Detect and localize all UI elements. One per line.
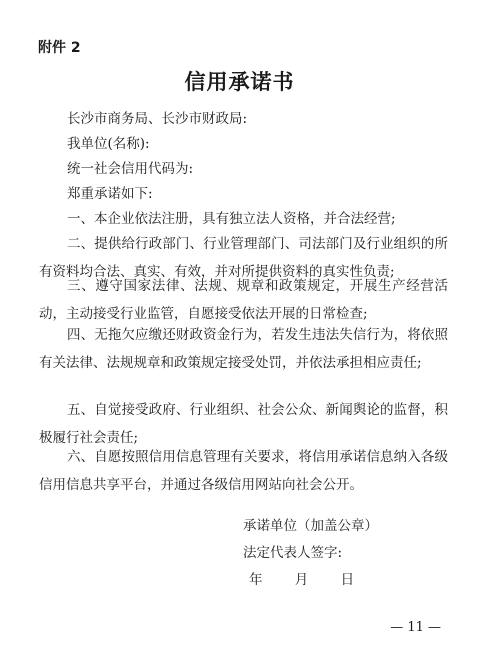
promise-item-1: 一、本企业依法注册，具有独立法人资格，并合法经营; — [67, 211, 396, 227]
page-number: — 11 — — [390, 620, 441, 635]
promise-item-3: 三、遵守国家法律、法规、规章和政策规定，开展生产经营活动，主动接受行业监管，自愿接受依法开展的日常检查; — [39, 278, 448, 322]
promise-item-4: 四、无拖欠应缴还财政资金行为，若发生违法失信行为，将依照有关法律、法规规章和政策规定接受处罚，并依法承担相应责任; — [39, 327, 448, 371]
signature-date-line — [249, 570, 354, 590]
attachment-label: 附件 2 — [38, 40, 81, 56]
solemn-promise-line: 郑重承诺如下: — [67, 186, 153, 202]
signature-unit-line: 承诺单位（加盖公章） — [243, 518, 378, 534]
unit-name-line: 我单位(名称): — [67, 136, 150, 152]
credit-code-line: 统一社会信用代码为: — [67, 161, 194, 177]
addressee-line: 长沙市商务局、长沙市财政局: — [67, 111, 248, 127]
promise-item-5: 五、自觉接受政府、行业组织、社会公众、新闻舆论的监督，积极履行社会责任; — [39, 402, 448, 446]
promise-item-2: 二、提供给行政部门、行业管理部门、司法部门及行业组织的所有资料均合法、真实、有效，并对所提供资料的真实性负责; — [39, 236, 448, 280]
date-month: 月 — [294, 572, 309, 588]
date-year: 年 — [249, 572, 263, 588]
document-title: 信用承诺书 — [184, 69, 295, 94]
signature-representative-line: 法定代表人签字: — [243, 545, 343, 561]
promise-item-6: 六、自愿按照信用信息管理有关要求，将信用承诺信息纳入各级信用信息共享平台，并通过各级信用网站向社会公开。 — [39, 449, 448, 493]
date-day: 日 — [340, 572, 355, 588]
